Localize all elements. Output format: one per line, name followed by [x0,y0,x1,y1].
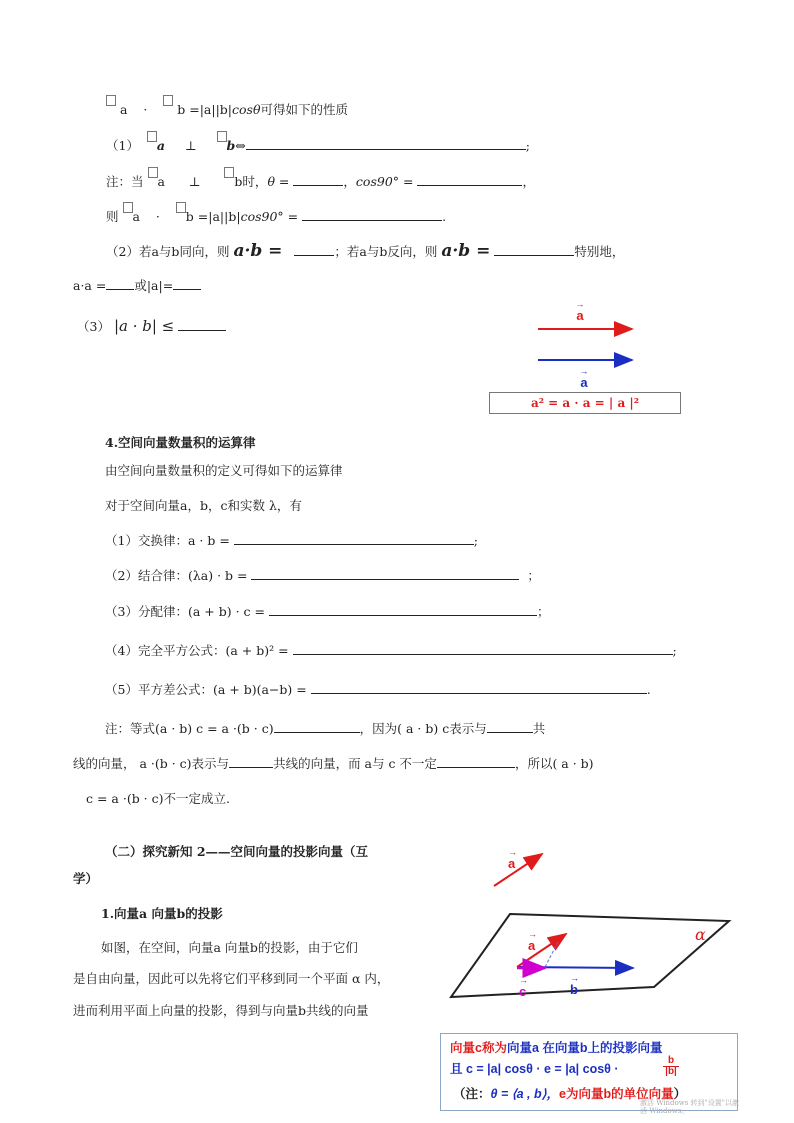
cauchy-inequality: |a · b| ≤ [113,317,175,335]
blank [302,219,442,221]
arrow-accent: → [570,973,579,983]
vec-b: b [379,244,388,259]
vec-b: b [234,174,243,189]
box-line2: 且 c = |a| cosθ · e = |a| cosθ · [450,1062,619,1076]
dot-product-definition [106,104,348,117]
vector-arrow-icon [163,95,173,106]
label-a: a [528,938,536,953]
note-text: 共线的向量，而 a与 c 不一定 [273,756,437,771]
vec-a: a [132,209,140,224]
punct: ； [536,604,550,619]
section-4-for [105,500,302,513]
note-text: ，因为( a · b) c表示与 [359,721,487,736]
projection-para-3: 进而利用平面上向量的投影，得到与向量b共线的向量 [73,1003,369,1018]
note1-prefix: 注：当 [106,174,144,189]
box-line3-c: e为向量b的单位向量 [559,1087,674,1101]
vector-arrow-icon [123,202,133,213]
alpha-label: α [695,925,706,944]
label-a-top: a [576,308,584,323]
or-text: 或 [134,278,147,293]
punct: ; [525,138,530,153]
law1-label: （1）交换律： [105,533,188,548]
vector-arrow-icon [224,167,234,178]
law3-label: （3）分配律： [105,604,188,619]
note-text: 线的向量， a ·(b · c)表示与 [73,756,230,771]
blank [274,731,360,733]
vector-arrow-icon [148,167,158,178]
definition-text: 可得如下的性质 [260,102,349,117]
cos90-eq: cos90° = [355,174,414,189]
law2-expr: (λa) · b = [187,568,248,583]
opposite-direction-text: 反向，则 [387,244,438,259]
box-line3-a: （注： [453,1087,491,1101]
abs-b: |b| [215,102,233,117]
arrow-accent: → [579,366,589,376]
blank [487,731,533,733]
projection-para-2: 是自由向量，因此可以先将它们平移到同一个平面 α 内， [73,971,390,986]
explore-title-2: 学） [73,871,99,886]
blank [293,184,343,186]
blank [178,329,226,331]
perp-symbol: ⊥ [188,174,201,189]
law-note-3: c = a ·(b · c)不一定成立. [86,791,230,806]
punct: ， [522,174,535,189]
blank [229,766,273,768]
dot-expression: a·b = [233,241,283,261]
blank [234,543,474,545]
abs-a: |a| [199,102,216,117]
law-note-1 [105,723,545,736]
blank [251,578,519,580]
arrow-accent: → [519,975,528,985]
blank [106,288,134,290]
same-direction-text: 同向，则 [179,244,230,259]
law1-expr: a · b = [187,533,230,548]
vector-arrow-icon [176,202,186,213]
property-1 [106,140,530,153]
law-5 [105,684,651,697]
prop3-label: （3） [77,319,110,334]
iff-symbol: ⇔ [235,138,246,153]
projection-para-1: 如图，在空间，向量a 向量b的投影，由于它们 [101,940,358,955]
dot-expression: a·b = [441,241,491,261]
vector-arrow-icon [106,95,116,106]
then-line [106,211,446,224]
vector-arrow-icon [217,131,227,142]
vec-b: b [226,138,236,153]
law-3 [105,606,549,619]
punct: ； [527,568,540,583]
law-note-2 [73,758,594,771]
vec-a: a [157,174,165,189]
section-4-title: 4.空间向量数量积的运算律 [105,435,256,450]
vec-a: a [119,102,128,117]
law5-expr: (a + b)(a−b) = [212,682,307,697]
note-text: 注：等式( [105,721,160,736]
blank [173,288,201,290]
label-c: c [519,984,527,999]
arrow-accent: → [575,299,585,309]
label-b: b [570,982,578,997]
vec-b: b [171,244,180,259]
blank [294,254,334,256]
box-line1-a: 向量c称为 [450,1041,507,1055]
cos-theta: cosθ [232,102,261,117]
frac-denominator: |b| [665,1066,677,1077]
law4-label: （4）完全平方公式： [105,643,226,658]
projection-subtitle: 1.向量a 向量b的投影 [101,906,223,921]
blank [311,692,647,694]
abs-a: |a| [208,209,225,224]
vec-b: b [185,209,194,224]
with-text: 与 [158,244,172,259]
vector-a-arrow [494,854,542,886]
label-a: a [508,856,516,871]
property-3 [77,319,226,334]
punct: . [646,682,651,697]
vars-text: a，b，c和实数 λ，有 [180,498,302,513]
vec-a: a [156,138,166,153]
vector-a-arrow [517,934,566,967]
vec-a: a [151,244,159,259]
vec-a: a [359,244,367,259]
for-text: 对于空间向量 [105,498,181,513]
law4-expr: (a + b)² = [225,643,289,658]
blank [269,614,537,616]
note-text: 共 [532,721,546,736]
then-prefix: 则 [106,209,119,224]
blank [293,653,673,655]
box-line3-d: ） [673,1087,687,1101]
note-text: ，所以( a · b) [514,756,594,771]
law2-label: （2）结合律： [105,568,188,583]
dot-symbol: · [143,102,148,117]
square-formula-box: a² = a · a = | a |² [489,392,681,414]
blank [417,184,522,186]
section-4-intro: 由空间向量数量积的定义可得如下的运算律 [105,463,343,478]
punct: ， [343,174,356,189]
free-vector-figure [486,842,552,892]
punct: ; [473,533,478,548]
with-text: 与 [366,244,380,259]
semi-text: ；若 [334,244,360,259]
special-text: 特别地， [574,244,625,259]
plane-alpha [451,914,729,997]
prop1-label: （1） [106,138,139,153]
law-2 [105,570,540,583]
punct: . [442,209,447,224]
abs-b: |b| [224,209,241,224]
explore-title: （二）探究新知 2——空间向量的投影向量（互 [105,844,369,859]
theta-eq: θ = [267,174,290,189]
box-line1-b: 向量a 在向量b上的投影向量 [506,1041,663,1055]
property-2 [106,243,624,260]
equals: = [197,209,209,224]
note1-mid: 时， [242,174,268,189]
note-1 [106,176,535,189]
arrow-accent: → [528,929,537,939]
windows-watermark: 激活 Windows 转到"设置"以激活 Windows。 [640,1099,739,1115]
cos90-eq: cos90° = [240,209,299,224]
law3-expr: (a + b) · c = [187,604,265,619]
box-line3-b: θ = ⟨a , b⟩， [490,1087,559,1101]
blank [246,148,526,150]
perp-symbol: ⊥ [184,138,197,153]
law-1 [105,535,478,548]
vec-b: b [177,102,186,117]
prop2-label: （2）若 [106,244,152,259]
aa-eq: a·a = [73,278,107,293]
abs-a-eq: |a|= [146,278,174,293]
vector-arrow-icon [147,131,157,142]
arrow-accent: → [508,847,517,857]
property-2-cont [73,280,201,293]
label-a-bottom: a [580,375,588,390]
frac-numerator: b [663,1056,679,1067]
equals: = [189,102,200,117]
punct: ; [672,643,677,658]
dot-symbol: · [155,209,160,224]
projection-plane-figure [445,912,745,1004]
fraction [663,1056,679,1077]
blank [437,766,515,768]
law5-label: （5）平方差公式： [105,682,213,697]
law-4 [105,645,677,658]
blank [494,254,574,256]
note-expr: a · b) c = a ·(b · c) [159,721,274,736]
